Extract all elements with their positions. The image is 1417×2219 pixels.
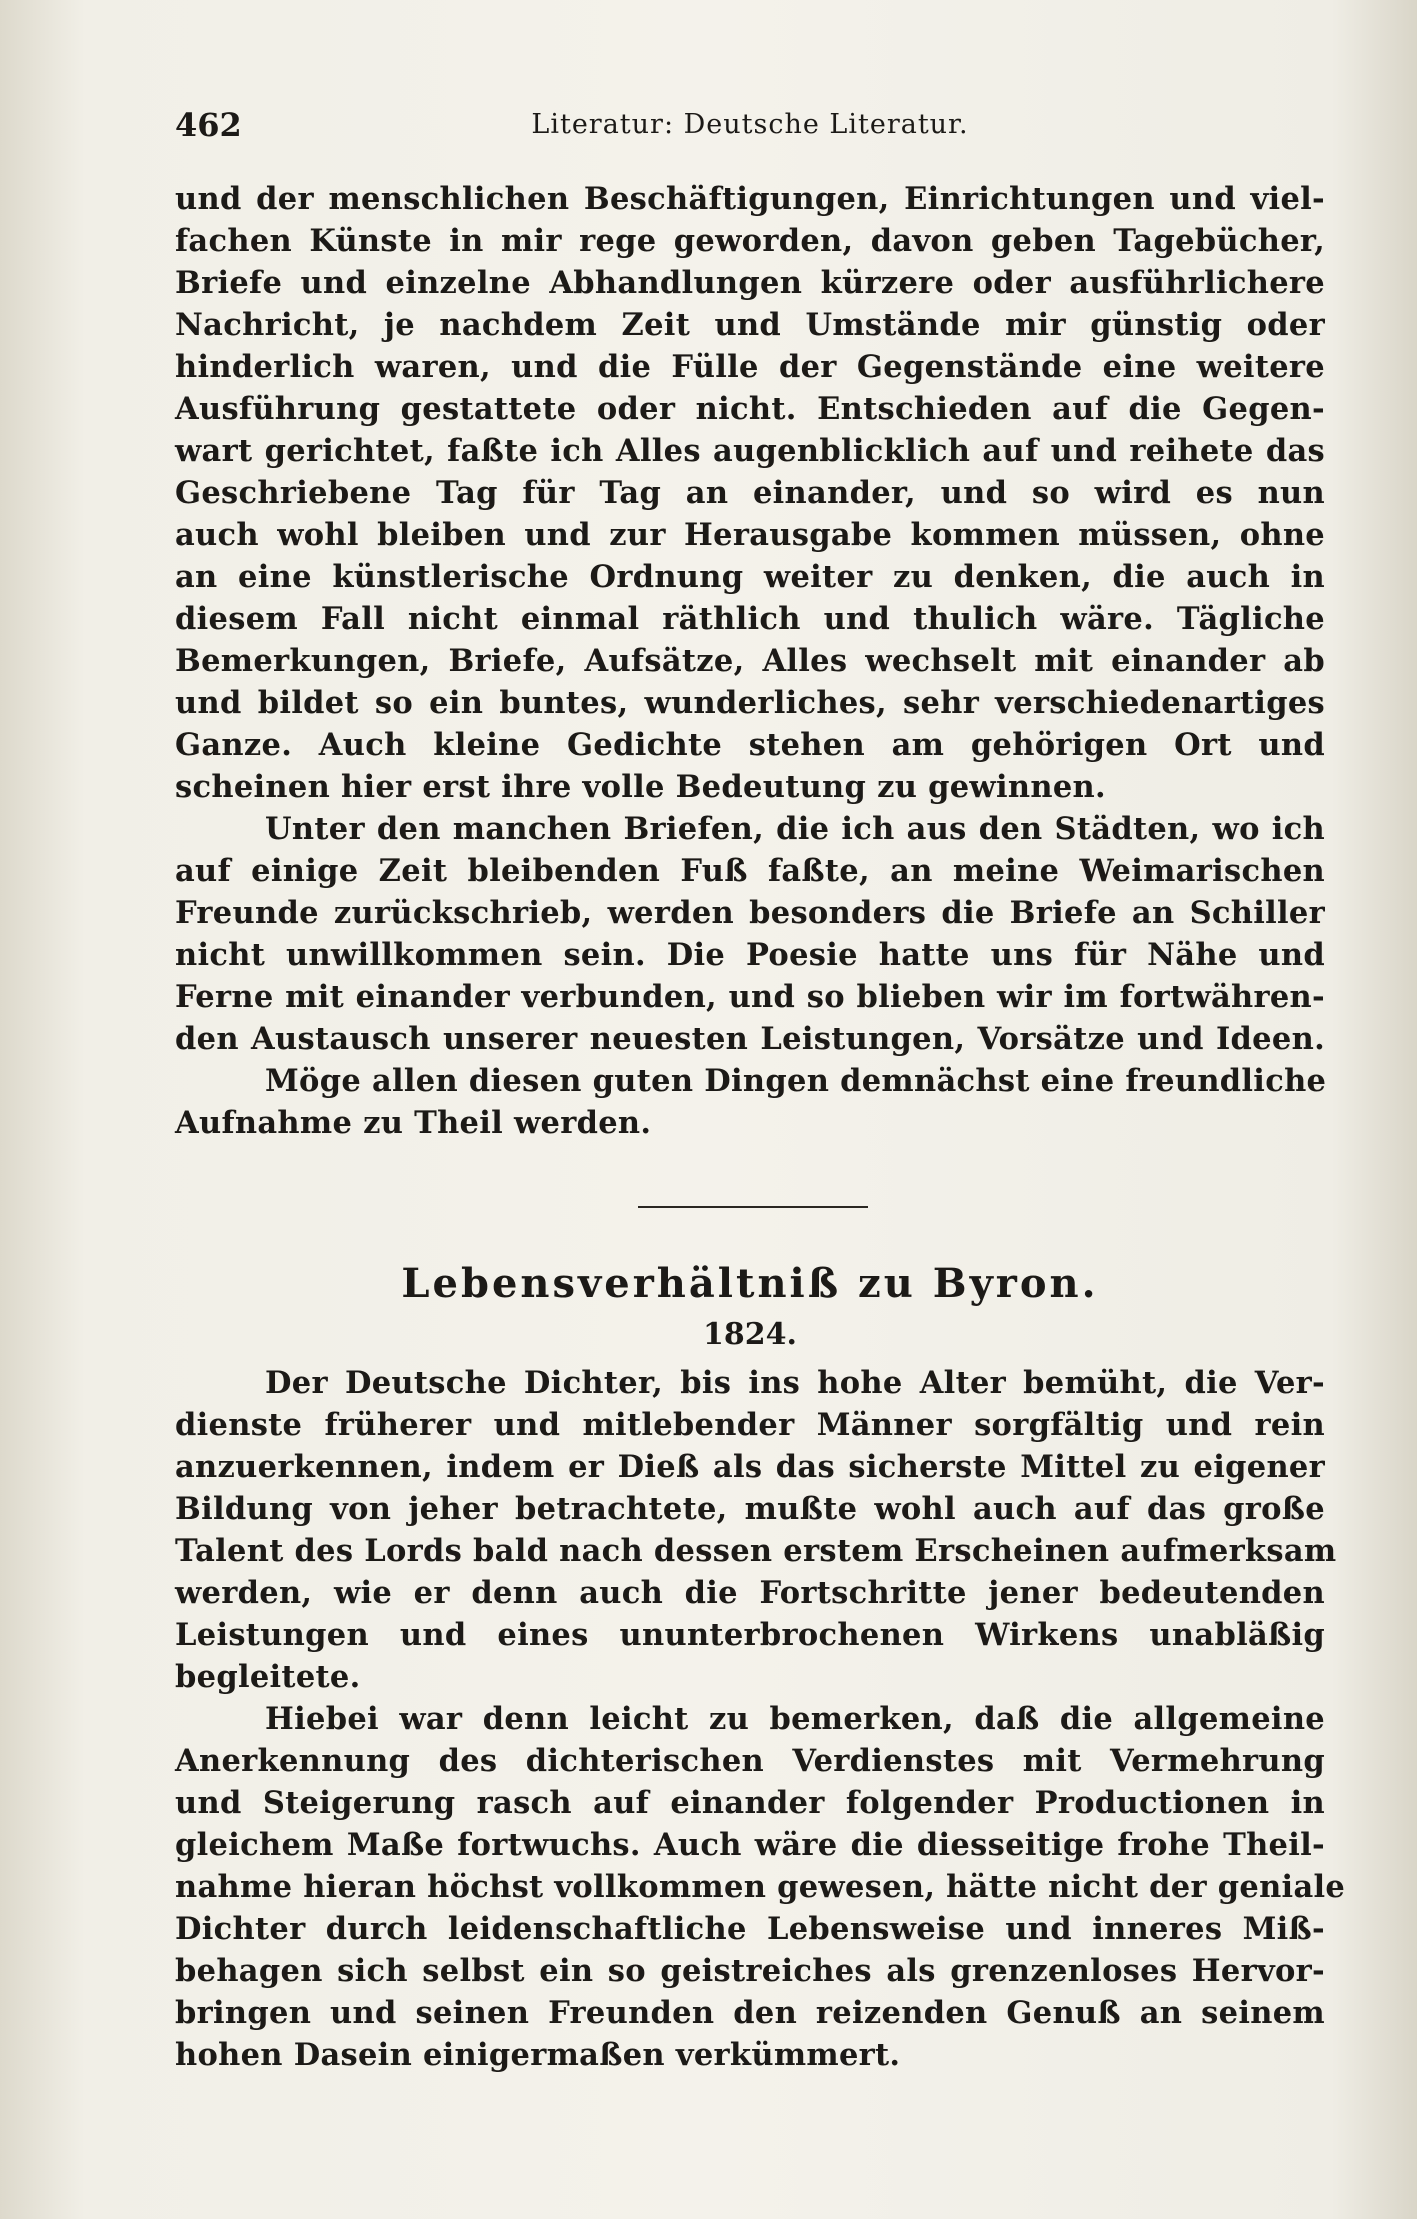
text-line: Unter den manchen Briefen, die ich aus den Städten, wo ich — [265, 811, 1325, 847]
text-line: bringen und seinen Freunden den reizenden Genuß an seinem — [175, 1995, 1325, 2031]
paragraph — [175, 1698, 1346, 2076]
text-line: Möge allen diesen guten Dingen demnächst eine freundliche — [265, 1063, 1327, 1099]
text-line: Ferne mit einander verbunden, und so blieben wir im fortwähren- — [175, 979, 1325, 1015]
text-block-lower — [175, 1362, 1346, 2076]
text-line: auch wohl bleiben und zur Herausgabe kommen müssen, ohne — [175, 517, 1325, 553]
text-line: Anerkennung des dichterischen Verdienstes mit Vermehrung — [175, 1743, 1325, 1779]
text-line: scheinen hier erst ihre volle Bedeutung zu gewinnen. — [175, 769, 1106, 805]
text-line: werden, wie er denn auch die Fortschritte jener bedeutenden — [175, 1575, 1325, 1611]
page-number: 462 — [175, 106, 242, 144]
text-block-upper — [175, 178, 1325, 1144]
text-line: nicht unwillkommen sein. Die Poesie hatte uns für Nähe und — [175, 937, 1325, 973]
text-line: Bemerkungen, Briefe, Aufsätze, Alles wechselt mit einander ab — [175, 643, 1325, 679]
text-line: Ganze. Auch kleine Gedichte stehen am gehörigen Ort und — [175, 727, 1325, 763]
page-header — [175, 100, 1325, 150]
text-line: Hiebei war denn leicht zu bemerken, daß die allgemeine — [265, 1701, 1325, 1737]
text-line: auf einige Zeit bleibenden Fuß faßte, an meine Weimarischen — [175, 853, 1325, 889]
paragraph — [175, 808, 1325, 1060]
section-divider — [638, 1206, 868, 1208]
text-line: Dichter durch leidenschaftliche Lebensweise und inneres Miß- — [175, 1911, 1325, 1947]
text-line: Leistungen und eines ununterbrochenen Wirkens unabläßig — [175, 1617, 1325, 1653]
text-line: Ausführung gestattete oder nicht. Entschieden auf die Gegen- — [175, 391, 1325, 427]
text-line: und Steigerung rasch auf einander folgender Productionen in — [175, 1785, 1325, 1821]
paragraph — [175, 178, 1325, 808]
text-line: Freunde zurückschrieb, werden besonders die Briefe an Schiller — [175, 895, 1325, 931]
text-line: anzuerkennen, indem er Dieß als das sicherste Mittel zu eigener — [175, 1449, 1325, 1485]
text-line: hohen Dasein einigermaßen verkümmert. — [175, 2037, 901, 2073]
text-line: Nachricht, je nachdem Zeit und Umstände mir günstig oder — [175, 307, 1325, 343]
text-line: Geschriebene Tag für Tag an einander, und so wird es nun — [175, 475, 1325, 511]
text-line: gleichem Maße fortwuchs. Auch wäre die diesseitige frohe Theil- — [175, 1827, 1325, 1863]
section-title: Lebensverhältniß zu Byron. — [401, 1260, 1099, 1307]
paragraph — [175, 1362, 1337, 1698]
text-line: und der menschlichen Beschäftigungen, Einrichtungen und viel- — [175, 181, 1325, 217]
text-line: Bildung von jeher betrachtete, mußte wohl auch auf das große — [175, 1491, 1325, 1527]
text-line: Der Deutsche Dichter, bis ins hohe Alter bemüht, die Ver- — [265, 1365, 1325, 1401]
text-line: Aufnahme zu Theil werden. — [175, 1105, 652, 1141]
text-line: begleitete. — [175, 1659, 361, 1695]
running-head: Literatur: Deutsche Literatur. — [531, 109, 969, 140]
text-line: Talent des Lords bald nach dessen erstem Erscheinen aufmerksam — [175, 1533, 1337, 1569]
text-line: den Austausch unserer neuesten Leistungen, Vorsätze und Ideen. — [175, 1021, 1325, 1057]
text-line: fachen Künste in mir rege geworden, davon geben Tagebücher, — [175, 223, 1325, 259]
text-line: und bildet so ein buntes, wunderliches, sehr verschiedenartiges — [175, 685, 1325, 721]
text-line: wart gerichtet, faßte ich Alles augenblicklich auf und reihete das — [175, 433, 1325, 469]
text-line: nahme hieran höchst vollkommen gewesen, hätte nicht der geniale — [175, 1869, 1346, 1905]
section-year: 1824. — [703, 1317, 797, 1352]
text-line: Briefe und einzelne Abhandlungen kürzere oder ausführlichere — [175, 265, 1325, 301]
paragraph — [175, 1060, 1325, 1144]
text-line: behagen sich selbst ein so geistreiches als grenzenloses Hervor- — [175, 1953, 1325, 1989]
text-line: an eine künstlerische Ordnung weiter zu denken, die auch in — [175, 559, 1325, 595]
text-line: hinderlich waren, und die Fülle der Gegenstände eine weitere — [175, 349, 1325, 385]
text-line: diesem Fall nicht einmal räthlich und thulich wäre. Tägliche — [175, 601, 1325, 637]
text-line: dienste früherer und mitlebender Männer sorgfältig und rein — [175, 1407, 1325, 1443]
